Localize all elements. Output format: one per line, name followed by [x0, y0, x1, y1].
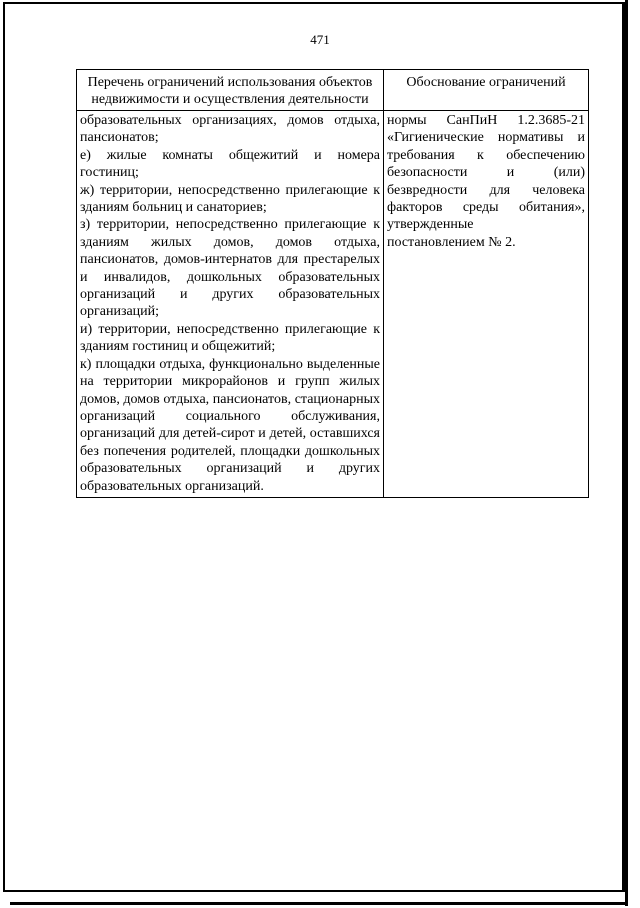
page-number: 471	[310, 32, 330, 47]
restrictions-list-cell	[77, 111, 384, 498]
list-item: з) территории, непосредственно прилегающие к зданиям жилых домов, домов отдыха, пансионатов, домов-интернатов для престарелых и инвалидов, дошкольных образовательных организаций и других образовательных организаций;	[80, 217, 380, 320]
header-restrictions-basis: Обоснование ограничений	[384, 70, 589, 111]
scan-edge-bottom	[10, 902, 628, 905]
list-item: ж) территории, непосредственно прилегающие к зданиям больниц и санаториев;	[80, 182, 380, 216]
table-header-row	[77, 70, 589, 111]
basis-text-last: постановлением № 2.	[387, 234, 516, 250]
restrictions-table	[76, 69, 589, 498]
header-restrictions-list: Перечень ограничений использования объектов недвижимости и осуществления деятельности	[77, 70, 384, 111]
list-item: образовательных организациях, домов отдыха, пансионатов;	[80, 113, 380, 146]
table-row	[77, 111, 589, 498]
list-item: е) жилые комнаты общежитий и номера гостиниц;	[80, 147, 380, 181]
list-item: и) территории, непосредственно прилегающие к зданиям гостиниц и общежитий;	[80, 321, 380, 355]
restrictions-basis-cell	[384, 111, 589, 498]
scan-edge-right	[625, 0, 628, 906]
basis-text: нормы СанПиН 1.2.3685-21 «Гигиенические нормативы и требования к обеспечению безопасности и (или) безвредности для человека факторов среды обитания», утвержденные	[387, 113, 585, 233]
list-item: к) площадки отдыха, функционально выделенные на территории микрорайонов и групп жилых домов, домов отдыха, пансионатов, стационарных организаций социального обслуживания, организаций для детей-сирот и детей, оставшихся без попечения родителей, площадки дошкольных образовательных организаций и других образовательных организаций.	[80, 356, 380, 494]
